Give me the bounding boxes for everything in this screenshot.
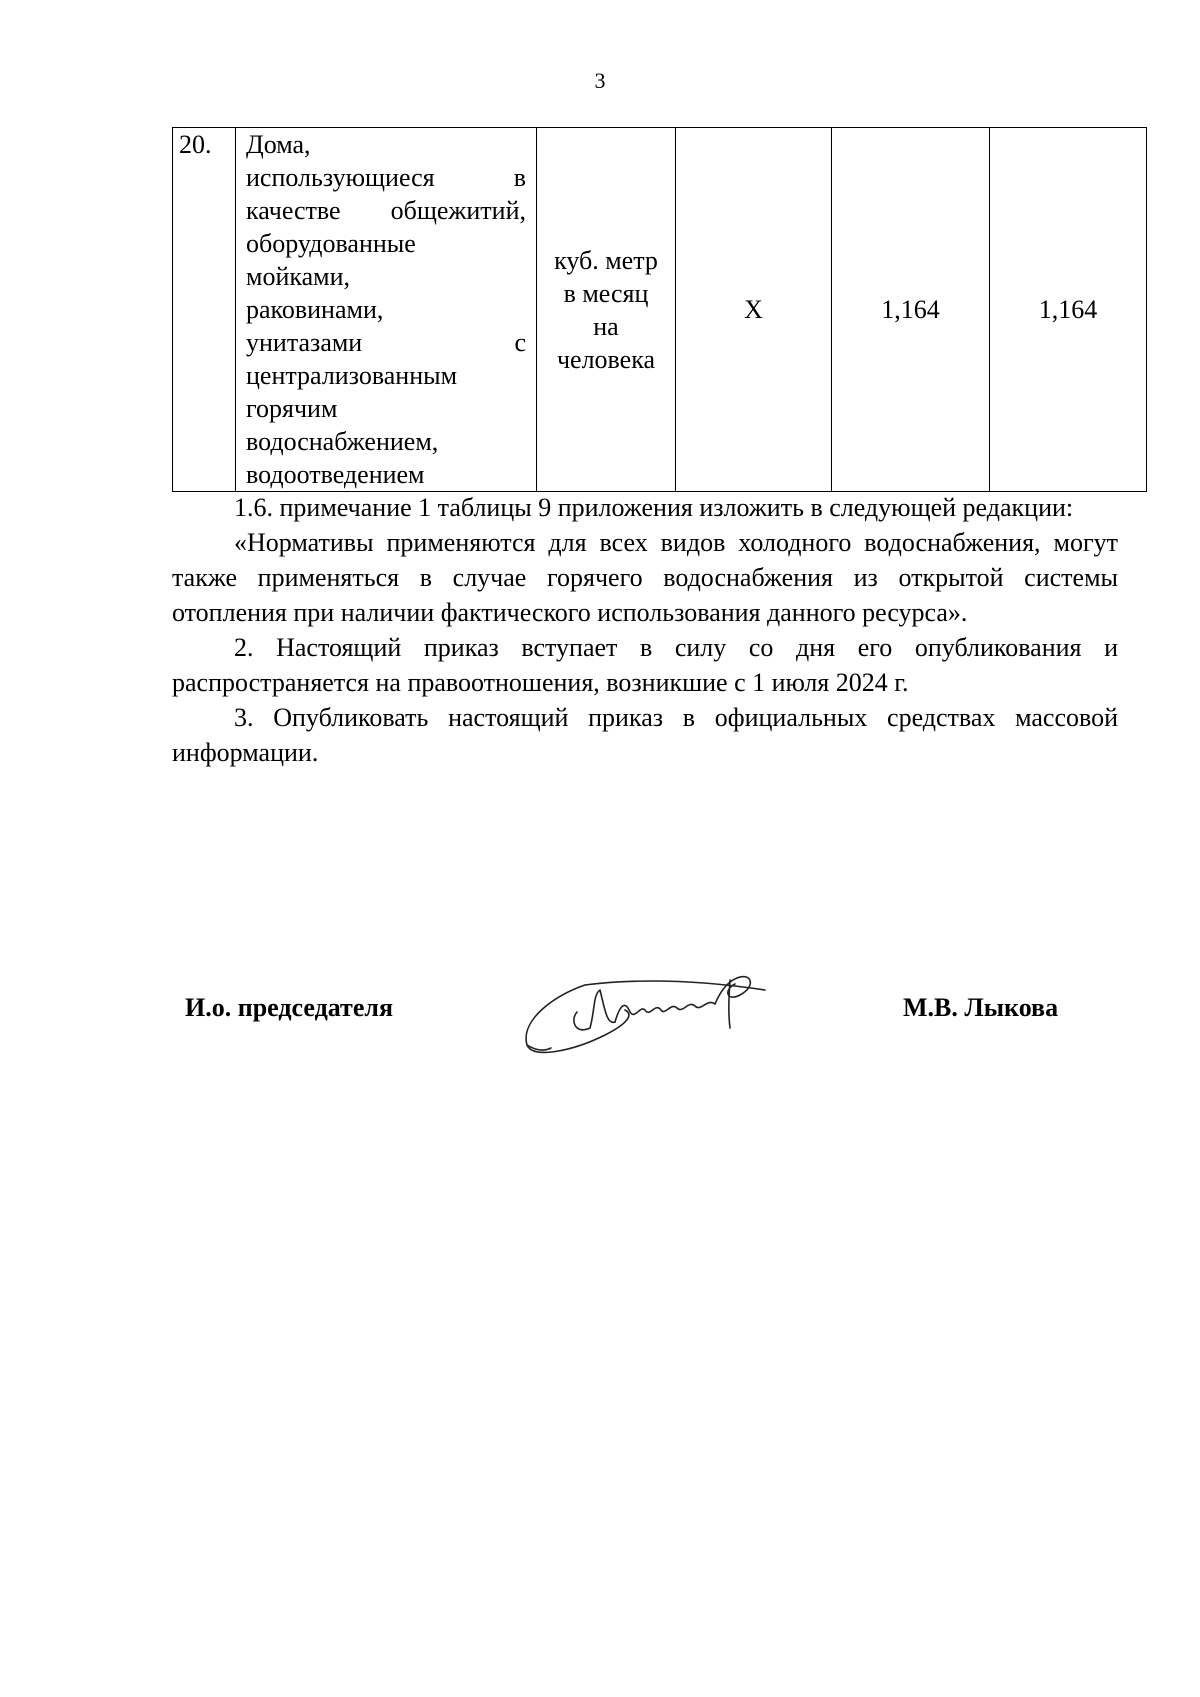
signatory-name: М.В. Лыкова [903,993,1059,1022]
row-value-cell: 1,164 [832,128,990,492]
handwritten-signature [515,950,815,1070]
signatory-title: И.о. председателя [185,993,394,1022]
page-number: 3 [594,68,606,93]
description-line: использующиеся в [246,163,526,192]
description-line: раковинами, [246,295,384,324]
unit-line: на [593,311,619,341]
order-text [172,490,1118,770]
paragraph: «Нормативы применяются для всех видов холодного водоснабжения, могут также применяться в случае горячего водоснабжения из открытой системы отопления при наличии фактического использования данного ресурса». [172,528,1118,627]
row-value-cell: 1,164 [990,128,1147,492]
row-unit-cell [537,128,676,492]
description-line: централизованным [246,361,458,390]
description-line: Дома, [246,130,311,159]
paragraph: 3. Опубликовать настоящий приказ в официальных средствах массовой информации. [172,703,1118,767]
table-row [173,128,1147,492]
description-line: унитазами с [246,328,526,357]
description-line: горячим [246,394,338,423]
paragraph: 1.6. примечание 1 таблицы 9 приложения изложить в следующей редакции: [234,493,1074,522]
description-line: водоснабжением, [246,427,439,456]
description-line: водоотведением [246,460,425,489]
description-line: оборудованные [246,229,416,258]
row-description-cell [236,128,537,492]
unit-line: человека [556,344,656,374]
unit-line: в месяц [563,278,649,308]
row-number-cell: 20. [173,128,236,492]
paragraph: 2. Настоящий приказ вступает в силу со дня его опубликования и распространяется на правоотношения, возникшие с 1 июля 2024 г. [172,633,1118,697]
unit-line: куб. метр [554,245,658,275]
description-line: мойками, [246,262,351,291]
norms-table [172,127,1147,492]
description-line: качестве общежитий, [246,196,526,225]
row-mark-cell: X [676,128,832,492]
